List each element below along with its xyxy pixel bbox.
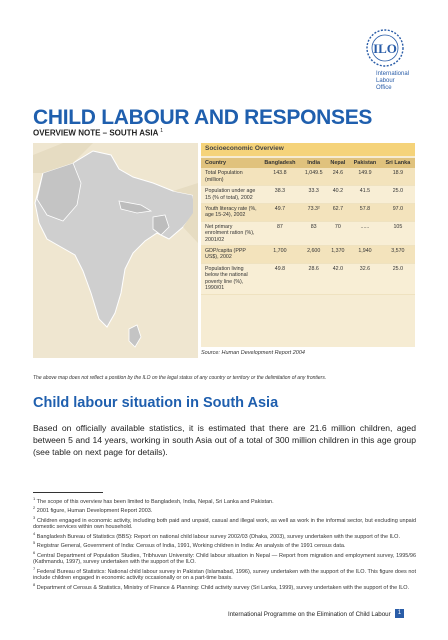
table-cell: 73.3² [301, 204, 327, 222]
footnote-text: 2001 figure, Human Development Report 2003. [36, 508, 153, 515]
org-line: Office [376, 85, 392, 91]
footnote-number: 1 [33, 496, 36, 501]
footnote-text: Registrar General, Government of India: Census of India, 1991, Working children in India: An analysis of the 1991 census data. [36, 543, 346, 550]
table-cell: 149.9 [349, 168, 381, 185]
table-cell: 105 [381, 221, 415, 245]
table-cell: 18.9 [381, 168, 415, 185]
footnote-number: 8 [33, 581, 36, 587]
table-cell: 1,370 [327, 246, 350, 264]
footnote [33, 515, 416, 531]
table-cell: 24.6 [327, 168, 350, 185]
footnote-number: 6 [33, 549, 36, 555]
footnote-text: Bangladesh Bureau of Statistics (BBS): Report on national child labour survey 2002/03 (Dhaka, 2003), survey undertaken with the support of the ILO. [36, 533, 400, 540]
ilo-logo-icon [364, 28, 406, 68]
table-cell: 57.8 [349, 204, 381, 222]
page-subtitle [33, 128, 163, 138]
footnotes [33, 496, 416, 591]
org-line: International [376, 71, 410, 77]
row-label: GDP/capita (PPP US$), 2002 [201, 246, 259, 264]
map-disclaimer: The above map does not reflect a position by the ILO on the legal status of any country or territory or the delimitation of any frontiers. [33, 375, 327, 381]
table-cell: 70 [327, 221, 350, 245]
column-header: Pakistan [349, 158, 381, 168]
footnote-number: 2 [33, 505, 36, 511]
table-cell: 42.0 [327, 263, 350, 294]
row-label: Population living below the national poverty line (%), 1990/01 [201, 263, 259, 294]
table-cell: 38.3 [259, 186, 301, 204]
table-row [201, 263, 415, 294]
table-cell: 1,700 [259, 246, 301, 264]
footnote-number: 5 [33, 540, 36, 546]
table-cell: 83 [301, 221, 327, 245]
row-label: Youth literacy rate (%, age 15-24), 2002 [201, 204, 259, 222]
table-cell: 1,049.5 [301, 168, 327, 185]
column-header: India [301, 158, 327, 168]
table-source: Source: Human Development Report 2004 [201, 350, 305, 356]
org-line: Labour [376, 78, 395, 84]
footnote-number: 3 [33, 514, 36, 520]
org-name [376, 71, 409, 92]
table-cell: 25.0 [381, 263, 415, 294]
footnote [33, 496, 416, 505]
table-cell: 62.7 [327, 204, 350, 222]
footnote-text: Children engaged in economic activity, including both paid and unpaid, casual and illegal work, as well as work in the informal sector, but excluding unpaid domestic services within own household. [33, 517, 416, 531]
page-number: 1 [395, 609, 404, 618]
footnote [33, 540, 416, 549]
page-footer: International Programme on the Elimination of Child Labour [228, 611, 391, 618]
footnote [33, 566, 416, 582]
table-row [201, 246, 415, 264]
row-label: Population under age 15 (% of total), 2002 [201, 186, 259, 204]
table-row [201, 204, 415, 222]
table-cell: ...... [349, 221, 381, 245]
row-label: Total Population (million) [201, 168, 259, 185]
column-header: Country [201, 158, 259, 168]
table-cell: 49.8 [259, 263, 301, 294]
page-title: CHILD LABOUR AND RESPONSES [33, 106, 373, 129]
table-cell: 97.0 [381, 204, 415, 222]
table-row [201, 168, 415, 185]
footnote-number: 4 [33, 530, 36, 536]
footnote [33, 531, 416, 540]
table-cell: 33.3 [301, 186, 327, 204]
footnote-text: Federal Bureau of Statistics: National child labour survey in Pakistan (Islamabad, 1996), survey undertaken with the support of the ILO. This figure does not include children engaged in economic activity occasionally or on a part-time basis. [33, 568, 416, 582]
column-header: Bangladesh [259, 158, 301, 168]
table-row [201, 186, 415, 204]
footnote [33, 582, 416, 591]
footnote [33, 550, 416, 566]
table-cell: 32.6 [349, 263, 381, 294]
footnote-text: The scope of this overview has been limited to Bangladesh, India, Nepal, Sri Lanka and Pakistan. [36, 498, 274, 505]
table-heading-bar [201, 143, 415, 156]
subtitle-footnote-ref: 1 [160, 128, 164, 134]
column-header: Sri Lanka [381, 158, 415, 168]
table-cell: 1,940 [349, 246, 381, 264]
footnote-text: Department of Census & Statistics, Ministry of Finance & Planning: Child activity survey (Sri Lanka, 1999), survey undertaken with the support of the ILO. [36, 584, 410, 591]
footnote-number: 7 [33, 565, 36, 571]
row-label: Net primary enrolment ration (%), 2001/02 [201, 221, 259, 245]
logo-text: ILO [373, 41, 397, 56]
table-heading: Socioeconomic Overview [205, 145, 284, 152]
footnote-divider [33, 492, 103, 493]
table-cell: 41.5 [349, 186, 381, 204]
column-header: Nepal [327, 158, 350, 168]
footnote-text: Central Department of Population Studies, Tribhuvan University: Child labour situation in Nepal — Report from migration and employment survey, 1995/96 (Kathmandu, 1997), survey undertaken with the support of the ILO. [33, 552, 417, 566]
table-header-row [201, 158, 415, 168]
table-row [201, 221, 415, 245]
table-cell: 40.2 [327, 186, 350, 204]
section-heading: Child labour situation in South Asia [33, 395, 279, 411]
body-paragraph: Based on officially available statistics, it is estimated that there are 21.6 million children, aged between 5 and 14 years, working in south Asia out of a total of 300 million children in this age group (see table on next page for details). [33, 423, 416, 457]
footnote [33, 505, 416, 514]
table-cell: 28.6 [301, 263, 327, 294]
subtitle-text: OVERVIEW NOTE – SOUTH ASIA [33, 128, 159, 138]
socioeconomic-table [201, 158, 415, 295]
table-cell: 25.0 [381, 186, 415, 204]
table-cell: 87 [259, 221, 301, 245]
table-cell: 49.7 [259, 204, 301, 222]
table-cell: 3,570 [381, 246, 415, 264]
table-cell: 2,600 [301, 246, 327, 264]
south-asia-map [33, 143, 198, 358]
table-cell: 143.8 [259, 168, 301, 185]
